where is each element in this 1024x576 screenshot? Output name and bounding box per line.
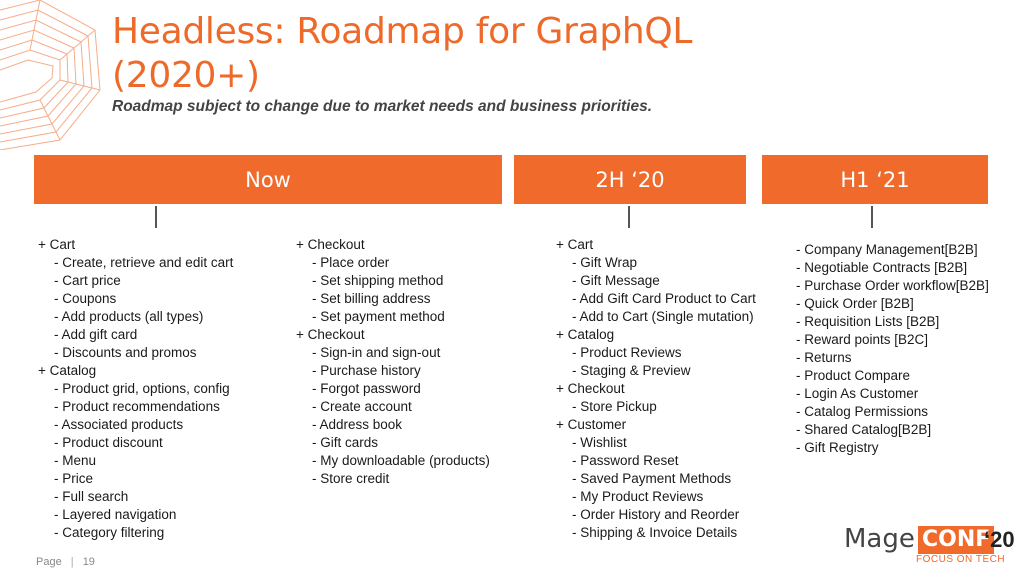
roadmap-subitem: - Address book	[312, 417, 403, 432]
roadmap-subitem: - Add gift card	[54, 327, 138, 342]
roadmap-subitem: - Category filtering	[54, 525, 165, 540]
roadmap-subitem: - Password Reset	[572, 453, 679, 468]
roadmap-item: + Cart	[38, 237, 76, 252]
roadmap-item: + Catalog	[556, 327, 615, 342]
page-subtitle: Roadmap subject to change due to market needs and business priorities.	[112, 98, 653, 115]
roadmap-subitem: - Product Reviews	[572, 345, 682, 360]
phase-label: 2H ‘20	[595, 167, 665, 192]
decorative-wireframe-graphic	[0, 0, 110, 150]
connector-tick	[628, 206, 630, 228]
roadmap-subitem: - Product recommendations	[54, 399, 220, 414]
roadmap-item: + Checkout	[556, 381, 625, 396]
phase-label: H1 ‘21	[840, 167, 910, 192]
roadmap-item: - Shared Catalog[B2B]	[796, 422, 932, 437]
roadmap-subitem: - Set billing address	[312, 291, 431, 306]
roadmap-item: - Company Management[B2B]	[796, 242, 978, 257]
roadmap-subitem: - Sign-in and sign-out	[312, 345, 441, 360]
roadmap-item: - Gift Registry	[796, 440, 879, 455]
logo-mage-text: Mage	[844, 524, 915, 554]
roadmap-subitem: - Add Gift Card Product to Cart	[572, 291, 756, 306]
roadmap-subitem: - Store credit	[312, 471, 390, 486]
roadmap-subitem: - My Product Reviews	[572, 489, 704, 504]
roadmap-subitem: - Full search	[54, 489, 129, 504]
phase-header-2h-20	[514, 155, 746, 204]
roadmap-subitem: - Shipping & Invoice Details	[572, 525, 738, 540]
roadmap-subitem: - Gift Wrap	[572, 255, 638, 270]
roadmap-item: - Login As Customer	[796, 386, 919, 401]
roadmap-subitem: - Store Pickup	[572, 399, 657, 414]
roadmap-subitem: - Layered navigation	[54, 507, 177, 522]
roadmap-item: - Negotiable Contracts [B2B]	[796, 260, 968, 275]
roadmap-subitem: - Gift cards	[312, 435, 379, 450]
roadmap-item: + Cart	[556, 237, 594, 252]
phase-label: Now	[245, 167, 291, 192]
column-2h-20	[556, 236, 756, 542]
roadmap-item: + Customer	[556, 417, 627, 432]
mageconf-logo	[844, 522, 1014, 570]
roadmap-subitem: - Staging & Preview	[572, 363, 691, 378]
roadmap-subitem: - Purchase history	[312, 363, 421, 378]
roadmap-item: + Checkout	[296, 327, 365, 342]
roadmap-subitem: - Menu	[54, 453, 97, 468]
roadmap-item: + Catalog	[38, 363, 97, 378]
roadmap-subitem: - Add to Cart (Single mutation)	[572, 309, 754, 324]
roadmap-item: + Checkout	[296, 237, 365, 252]
logo-tagline: FOCUS ON TECH	[916, 554, 1006, 565]
roadmap-subitem: - Product grid, options, config	[54, 381, 230, 396]
column-now-right	[296, 236, 490, 488]
roadmap-item: - Requisition Lists [B2B]	[796, 314, 940, 329]
page-title: Headless: Roadmap for GraphQL (2020+)	[112, 11, 693, 96]
page-number: 19	[82, 556, 95, 568]
roadmap-subitem: - Create, retrieve and edit cart	[54, 255, 234, 270]
roadmap-subitem: - Gift Message	[572, 273, 660, 288]
phase-header-now	[34, 155, 502, 204]
roadmap-subitem: - Place order	[312, 255, 390, 270]
roadmap-subitem: - Price	[54, 471, 94, 486]
roadmap-subitem: - Product discount	[54, 435, 163, 450]
page-footer	[36, 556, 95, 568]
roadmap-subitem: - Order History and Reorder	[572, 507, 740, 522]
connector-tick	[155, 206, 157, 228]
roadmap-subitem: - Wishlist	[572, 435, 627, 450]
roadmap-subitem: - Saved Payment Methods	[572, 471, 732, 486]
roadmap-subitem: - Coupons	[54, 291, 117, 306]
roadmap-subitem: - Forgot password	[312, 381, 421, 396]
roadmap-item: - Product Compare	[796, 368, 911, 383]
roadmap-subitem: - Discounts and promos	[54, 345, 197, 360]
column-now-left	[38, 236, 233, 542]
roadmap-item: - Purchase Order workflow[B2B]	[796, 278, 989, 293]
roadmap-item: - Reward points [B2C]	[796, 332, 929, 347]
roadmap-item: - Quick Order [B2B]	[796, 296, 914, 311]
connector-tick	[871, 206, 873, 228]
logo-conf-text: CONF	[918, 526, 994, 554]
roadmap-subitem: - Add products (all types)	[54, 309, 204, 324]
phase-header-h1-21	[762, 155, 988, 204]
roadmap-subitem: - Cart price	[54, 273, 121, 288]
roadmap-item: - Catalog Permissions	[796, 404, 929, 419]
roadmap-subitem: - Set shipping method	[312, 273, 444, 288]
roadmap-subitem: - Set payment method	[312, 309, 445, 324]
roadmap-item: - Returns	[796, 350, 852, 365]
roadmap-subitem: - My downloadable (products)	[312, 453, 490, 468]
logo-year-text: ‘20	[984, 527, 1015, 552]
column-h1-21	[796, 241, 989, 457]
roadmap-subitem: - Associated products	[54, 417, 184, 432]
roadmap-subitem: - Create account	[312, 399, 412, 414]
footer-separator: |	[70, 556, 74, 568]
page-label: Page	[36, 556, 62, 568]
